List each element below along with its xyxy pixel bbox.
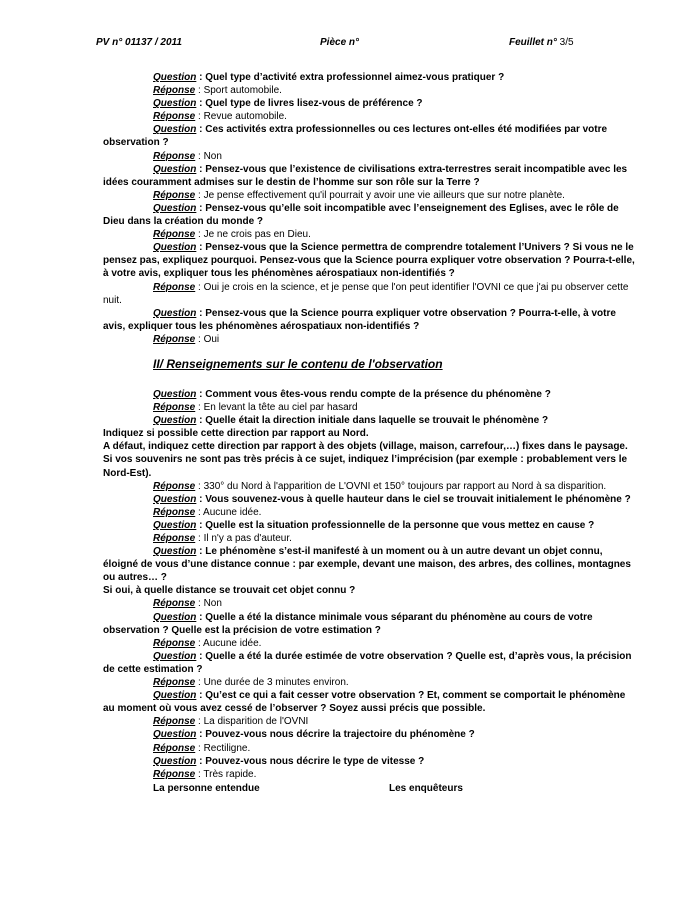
- question-text: Pensez-vous que la Science permettra de comprendre totalement l’Univers ? Si vous ne le pensez pas, expliquez pourquoi. Pensez-vous que la Science pourra expliquer votre observation ? Pourra-t-elle, à votre avis, expliquer tous les phénomènes aérospatiaux non-identifiés ?: [103, 242, 635, 280]
- answer-line: [103, 333, 639, 346]
- answer-label: Réponse: [153, 506, 196, 518]
- label-separator: :: [195, 85, 204, 97]
- question-label: Question: [153, 163, 197, 175]
- answer-text: 330° du Nord à l'apparition de L'OVNI et 150° toujours par rapport au Nord à sa disparition.: [203, 480, 607, 492]
- answer-label: Réponse: [153, 677, 196, 689]
- answer-text: Il n'y a pas d'auteur.: [203, 533, 292, 544]
- answer-label: Réponse: [153, 716, 196, 728]
- question-text: Quelle a été la distance minimale vous séparant du phénomène au cours de votre observation ? Quelle est la précision de votre estimation ?: [103, 611, 593, 636]
- question-text: Qu’est ce qui a fait cesser votre observation ? Et, comment se comportait le phénomène au moment où vous avez cessé de l’observer ? Soyez aussi précis que possible.: [103, 690, 626, 715]
- label-separator: :: [195, 637, 204, 649]
- label-separator: :: [196, 242, 206, 254]
- answer-text: Je pense effectivement qu'il pourrait y avoir une vie ailleurs que sur notre planète.: [203, 189, 565, 201]
- answer-line: [103, 637, 639, 650]
- answer-label: Réponse: [153, 598, 196, 610]
- question-text: Le phénomène s’est-il manifesté à un moment ou à un autre devant un objet connu, éloigné de vous d’une distance connue : par exemple, devant une maison, des arbres, des collines, montagnes ou autres… ?: [103, 546, 631, 584]
- label-separator: :: [196, 415, 206, 427]
- answer-label: Réponse: [153, 85, 196, 97]
- answer-line: [103, 597, 639, 610]
- questionnaire-part-2: [103, 388, 639, 781]
- question-label: Question: [153, 124, 197, 136]
- pv-number: PV n° 01137 / 2011: [96, 37, 182, 48]
- piece-number: Pièce n°: [320, 37, 360, 48]
- question-line: [103, 241, 639, 280]
- answer-label: Réponse: [153, 333, 196, 345]
- signature-witness: La personne entendue: [153, 782, 260, 794]
- answer-label: Réponse: [153, 111, 196, 123]
- label-separator: :: [196, 307, 206, 319]
- question-label: Question: [153, 72, 197, 83]
- question-text: Pouvez-vous nous décrire le type de vitesse ?: [205, 755, 425, 767]
- label-separator: :: [196, 729, 206, 741]
- question-text: Si oui, à quelle distance se trouvait cet objet connu ?: [103, 585, 356, 597]
- label-separator: :: [196, 755, 206, 767]
- answer-line: [103, 189, 639, 202]
- answer-text: Rectiligne.: [203, 742, 251, 754]
- label-separator: :: [195, 506, 204, 518]
- question-text: Ces activités extra professionnelles ou ces lectures ont-elles été modifiées par votre observation ?: [103, 124, 608, 149]
- answer-text: Non: [203, 598, 222, 610]
- answer-line: [103, 281, 639, 307]
- question-label: Question: [153, 415, 197, 427]
- label-separator: :: [196, 388, 206, 400]
- question-label: Question: [153, 202, 197, 214]
- question-line: [103, 123, 639, 149]
- question-text: Si vos souvenirs ne sont pas très précis à ce sujet, indiquez l’imprécision (par exemple : probablement vers le Nord-Est).: [103, 454, 628, 479]
- question-line: [103, 202, 639, 228]
- label-separator: :: [195, 333, 204, 345]
- answer-text: Très rapide.: [203, 768, 257, 780]
- answer-line: [103, 480, 639, 493]
- question-text: Indiquez si possible cette direction par rapport au Nord.: [103, 428, 369, 440]
- answer-label: Réponse: [153, 637, 196, 649]
- label-separator: :: [196, 650, 206, 662]
- feuillet-number: [509, 37, 574, 48]
- question-continuation: [103, 453, 639, 479]
- questionnaire-part-1: [103, 71, 639, 346]
- label-separator: :: [195, 111, 204, 123]
- answer-label: Réponse: [153, 768, 196, 780]
- answer-line: [103, 676, 639, 689]
- question-text: Comment vous êtes-vous rendu compte de la présence du phénomène ?: [205, 388, 551, 400]
- question-text: Quel type d’activité extra professionnel aimez-vous pratiquer ?: [205, 72, 505, 83]
- answer-line: [103, 506, 639, 519]
- label-separator: :: [196, 519, 206, 531]
- label-separator: :: [196, 202, 206, 214]
- label-separator: :: [196, 611, 206, 623]
- question-label: Question: [153, 519, 197, 531]
- answer-text: Oui je crois en la science, et je pense que l'on peut identifier l'OVNI ce que j'ai pu observer cette nuit.: [103, 281, 629, 306]
- label-separator: :: [196, 124, 206, 136]
- question-text: Pensez-vous qu’elle soit incompatible avec l’enseignement des Eglises, avec le rôle de Dieu dans la création du monde ?: [103, 202, 619, 228]
- question-line: [103, 163, 639, 189]
- question-label: Question: [153, 650, 197, 662]
- question-text: A défaut, indiquez cette direction par rapport à des objets (village, maison, carrefour,…) fixes dans le paysage.: [103, 441, 628, 453]
- answer-label: Réponse: [153, 742, 196, 754]
- answer-text: En levant la tête au ciel par hasard: [203, 402, 358, 414]
- label-separator: :: [196, 98, 206, 110]
- question-line: [103, 71, 639, 84]
- label-separator: :: [196, 690, 206, 702]
- answer-text: Aucune idée.: [203, 637, 262, 649]
- question-label: Question: [153, 98, 197, 110]
- label-separator: :: [196, 163, 206, 175]
- label-separator: :: [196, 493, 206, 505]
- question-text: Pensez-vous que l’existence de civilisations extra-terrestres serait incompatible avec les idées couramment admises sur le destin de l’homme sur son rôle sur la Terre ?: [103, 163, 628, 188]
- answer-line: [103, 768, 639, 781]
- feuillet-label: Feuillet n°: [509, 37, 557, 48]
- signature-line: [103, 782, 639, 796]
- question-continuation: [103, 440, 639, 453]
- answer-text: La disparition de l'OVNI: [203, 716, 309, 728]
- question-label: Question: [153, 755, 197, 767]
- answer-line: [103, 742, 639, 755]
- label-separator: :: [195, 189, 204, 201]
- answer-label: Réponse: [153, 281, 196, 293]
- question-text: Pensez-vous que la Science pourra expliquer votre observation ? Pourra-t-elle, à votre avis, expliquer tous les phénomènes aérospatiaux non-identifiés ?: [103, 307, 616, 332]
- answer-line: [103, 110, 639, 123]
- question-line: [103, 97, 639, 110]
- page-header: [0, 37, 681, 51]
- label-separator: :: [195, 229, 204, 241]
- answer-label: Réponse: [153, 533, 196, 544]
- answer-text: Une durée de 3 minutes environ.: [203, 677, 349, 689]
- signature-investigators: Les enquêteurs: [389, 782, 463, 794]
- answer-text: Oui: [203, 333, 220, 345]
- question-label: Question: [153, 611, 197, 623]
- label-separator: :: [195, 768, 204, 780]
- label-separator: :: [195, 742, 204, 754]
- question-text: Quelle a été la durée estimée de votre observation ? Quelle est, d’après vous, la précision de cette estimation ?: [103, 650, 632, 675]
- question-label: Question: [153, 729, 197, 741]
- answer-line: [103, 228, 639, 241]
- question-continuation: [103, 584, 639, 597]
- question-label: Question: [153, 493, 197, 505]
- question-text: Quelle était la direction initiale dans laquelle se trouvait le phénomène ?: [205, 415, 549, 427]
- question-label: Question: [153, 388, 197, 400]
- question-line: [103, 388, 639, 401]
- question-line: [103, 307, 639, 333]
- answer-label: Réponse: [153, 150, 196, 162]
- question-label: Question: [153, 307, 197, 319]
- label-separator: :: [195, 716, 204, 728]
- question-line: [103, 755, 639, 768]
- answer-text: Revue automobile.: [203, 111, 287, 123]
- question-line: [103, 414, 639, 427]
- answer-line: [103, 532, 639, 545]
- question-line: [103, 519, 639, 532]
- question-line: [103, 611, 639, 637]
- answer-label: Réponse: [153, 229, 196, 241]
- answer-line: [103, 715, 639, 728]
- answer-line: [103, 401, 639, 414]
- label-separator: :: [195, 150, 204, 162]
- question-label: Question: [153, 690, 197, 702]
- question-line: [103, 493, 639, 506]
- question-line: [103, 650, 639, 676]
- label-separator: :: [195, 677, 204, 689]
- question-label: Question: [153, 242, 197, 254]
- label-separator: :: [196, 546, 206, 558]
- answer-text: Je ne crois pas en Dieu.: [203, 229, 311, 241]
- question-continuation: [103, 427, 639, 440]
- answer-line: [103, 84, 639, 97]
- answer-label: Réponse: [153, 402, 196, 414]
- question-line: [103, 689, 639, 715]
- label-separator: :: [195, 281, 204, 293]
- label-separator: :: [195, 598, 204, 610]
- question-text: Vous souvenez-vous à quelle hauteur dans le ciel se trouvait initialement le phénomène ?: [205, 493, 631, 505]
- answer-text: Sport automobile.: [203, 85, 282, 97]
- question-line: [103, 728, 639, 741]
- answer-label: Réponse: [153, 189, 196, 201]
- question-text: Quel type de livres lisez-vous de préférence ?: [205, 98, 423, 110]
- label-separator: :: [196, 72, 206, 83]
- label-separator: :: [195, 402, 204, 414]
- feuillet-value: 3/5: [559, 37, 574, 48]
- question-label: Question: [153, 546, 197, 558]
- label-separator: :: [195, 480, 204, 492]
- answer-label: Réponse: [153, 480, 196, 492]
- question-line: [103, 545, 639, 584]
- label-separator: :: [195, 533, 204, 544]
- question-text: Pouvez-vous nous décrire la trajectoire du phénomène ?: [205, 729, 475, 741]
- answer-line: [103, 150, 639, 163]
- question-text: Quelle est la situation professionnelle de la personne que vous mettez en cause ?: [205, 519, 595, 531]
- answer-text: Aucune idée.: [203, 506, 262, 518]
- section-title: II/ Renseignements sur le contenu de l'observation: [153, 356, 443, 371]
- document-body: [103, 71, 639, 796]
- answer-text: Non: [203, 150, 222, 162]
